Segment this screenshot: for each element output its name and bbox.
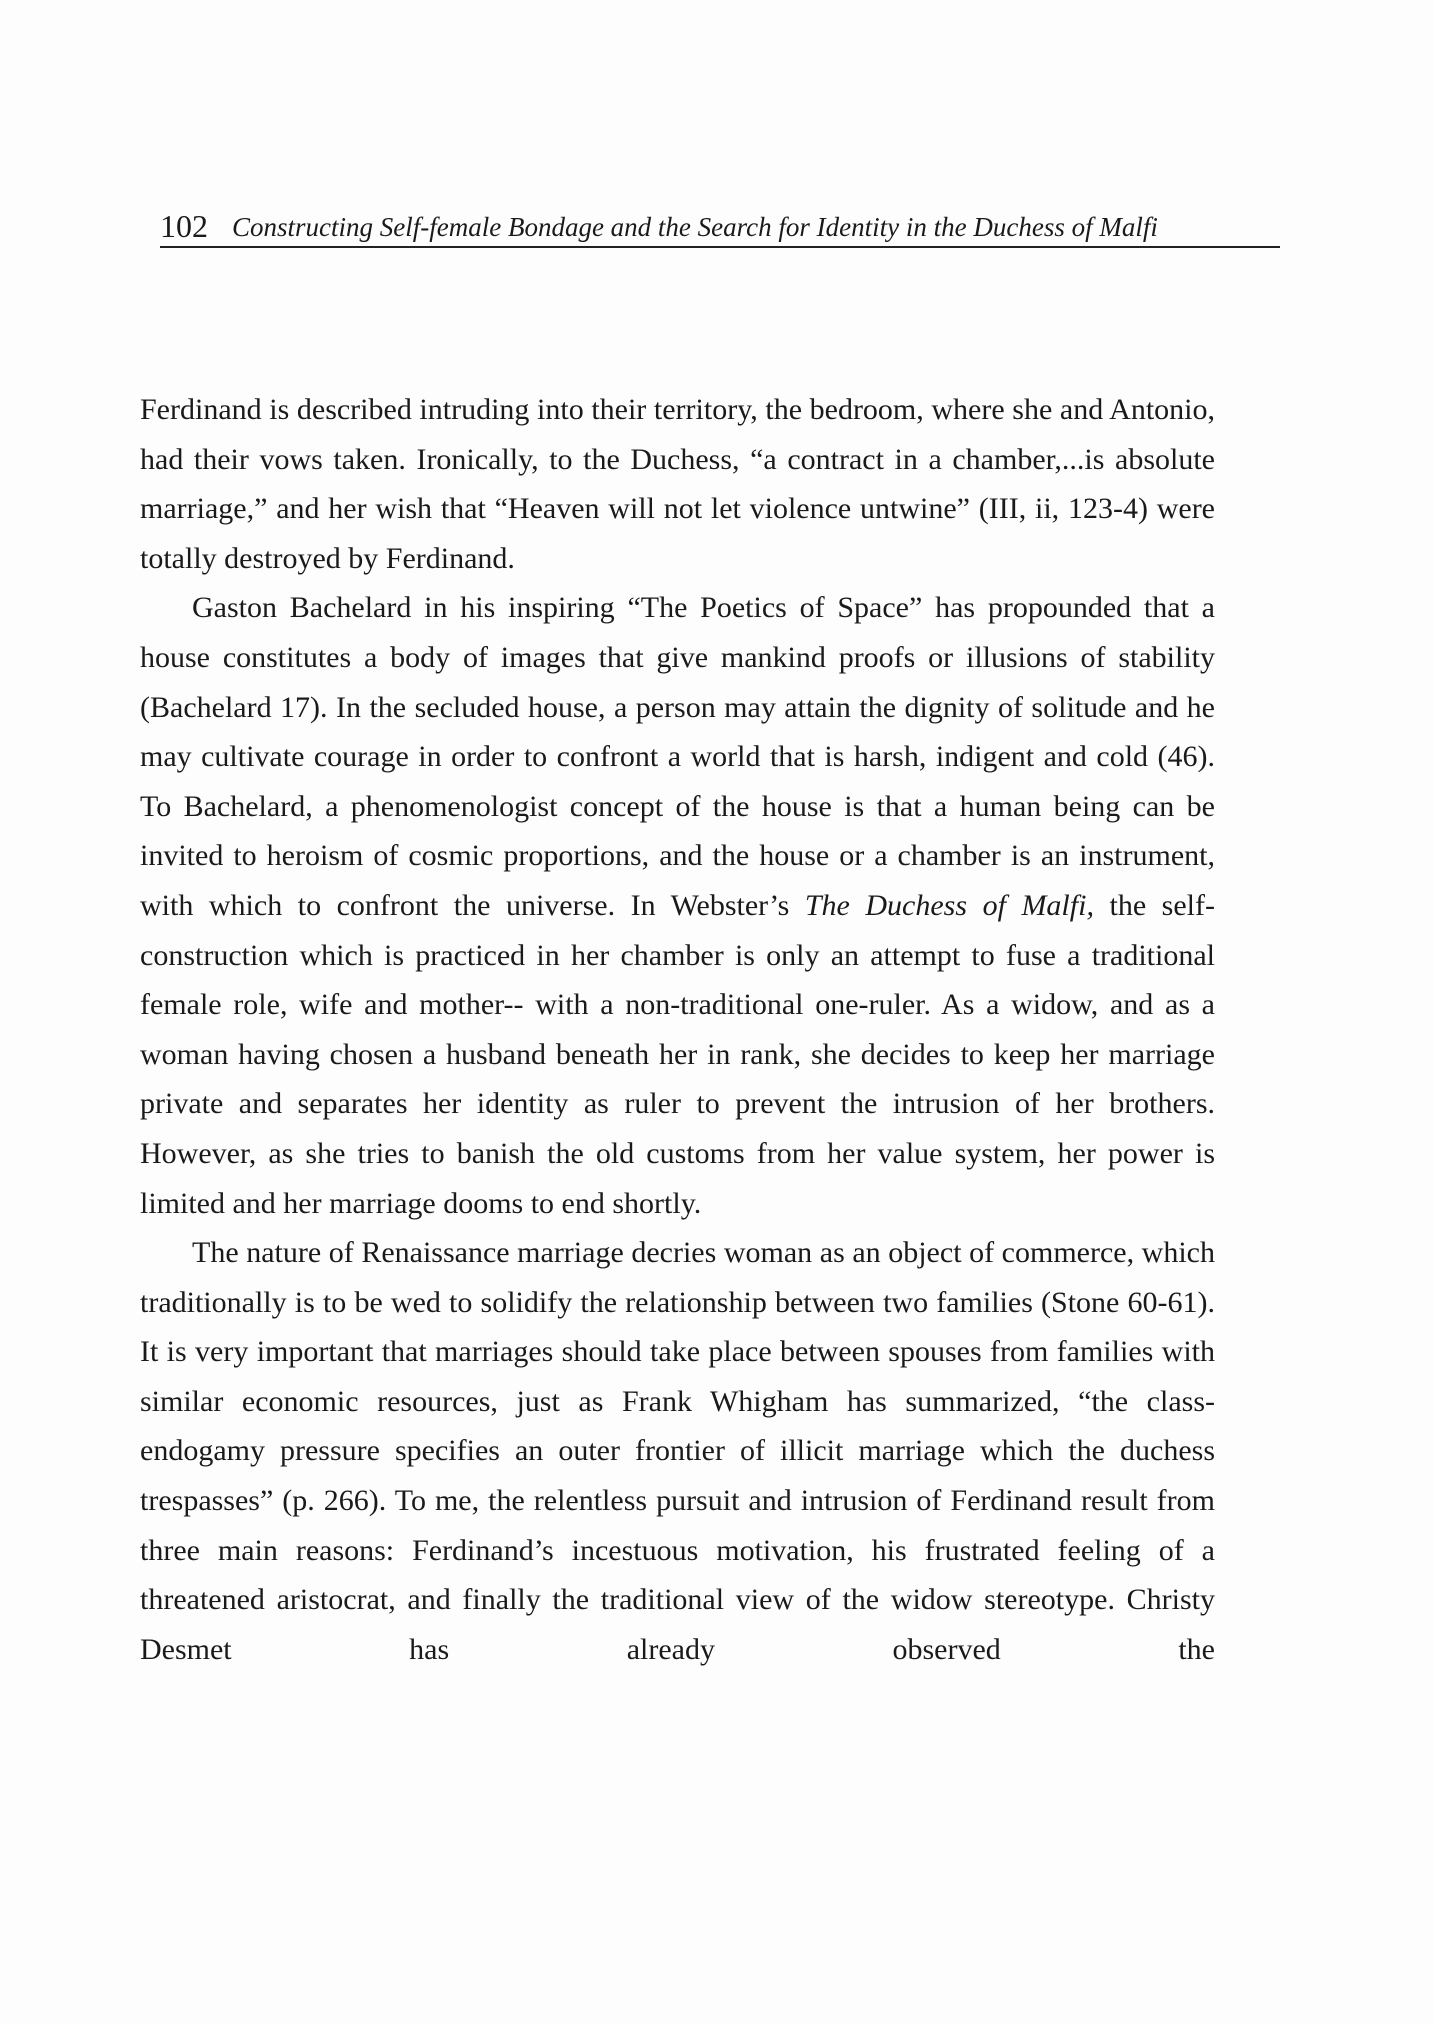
paragraph-2-text-after-title: the self-construction which is practiced in her chamber is only an attempt to fuse a traditional female role, wife and mother-- with a non-traditional one-ruler. As a widow, and as a woman having chosen a husband beneath her in rank, she decides to keep her marriage private and separates her identity as ruler to prevent the intrusion of her brothers. However, as she tries to banish the old customs from her value system, her power is limited and her marriage dooms to end shortly. [140,888,1215,1220]
running-header [160,200,1280,248]
work-title: The Duchess of Malfi, [804,888,1094,922]
paragraph-2-text-before-title: Gaston Bachelard in his inspiring “The Poetics of Space” has propounded that a house constitutes a body of images that give mankind proofs or illusions of stability (Bachelard 17). In the secluded house, a person may attain the dignity of solitude and he may cultivate courage in order to confront a world that is harsh, indigent and cold (46). To Bachelard, a phenomenologist concept of the house is that a human being can be invited to heroism of cosmic proportions, and the house or a chamber is an instrument, with which to confront the universe. In Webster’s [140,591,1215,922]
paragraph-3: The nature of Renaissance marriage decries woman as an object of commerce, which traditionally is to be wed to solidify the relationship between two families (Stone 60-61). It is very important that marriages should take place between spouses from families with similar economic resources, just as Frank Whigham has summarized, “the class-endogamy pressure specifies an outer frontier of illicit marriage which the duchess trespasses” (p. 266). To me, the relentless pursuit and intrusion of Ferdinand result from three main reasons: Ferdinand’s incestuous motivation, his frustrated feeling of a threatened aristocrat, and finally the traditional view of the widow stereotype. Christy Desmet has already observed the [140,1236,1215,1666]
page-number: 102 [160,208,208,244]
paragraph-1: Ferdinand is described intruding into their territory, the bedroom, where she and Antonio, had their vows taken. Ironically, to the Duchess, “a contract in a chamber,...is absolute marriage,” and her wish that “Heaven will not let violence untwine” (III, ii, 123-4) were totally destroyed by Ferdinand. [140,393,1215,575]
paragraph-2 [140,583,1215,1228]
running-title: Constructing Self-female Bondage and the Search for Identity in the Duchess of Malfi [232,212,1158,242]
body-text [140,385,1215,1674]
